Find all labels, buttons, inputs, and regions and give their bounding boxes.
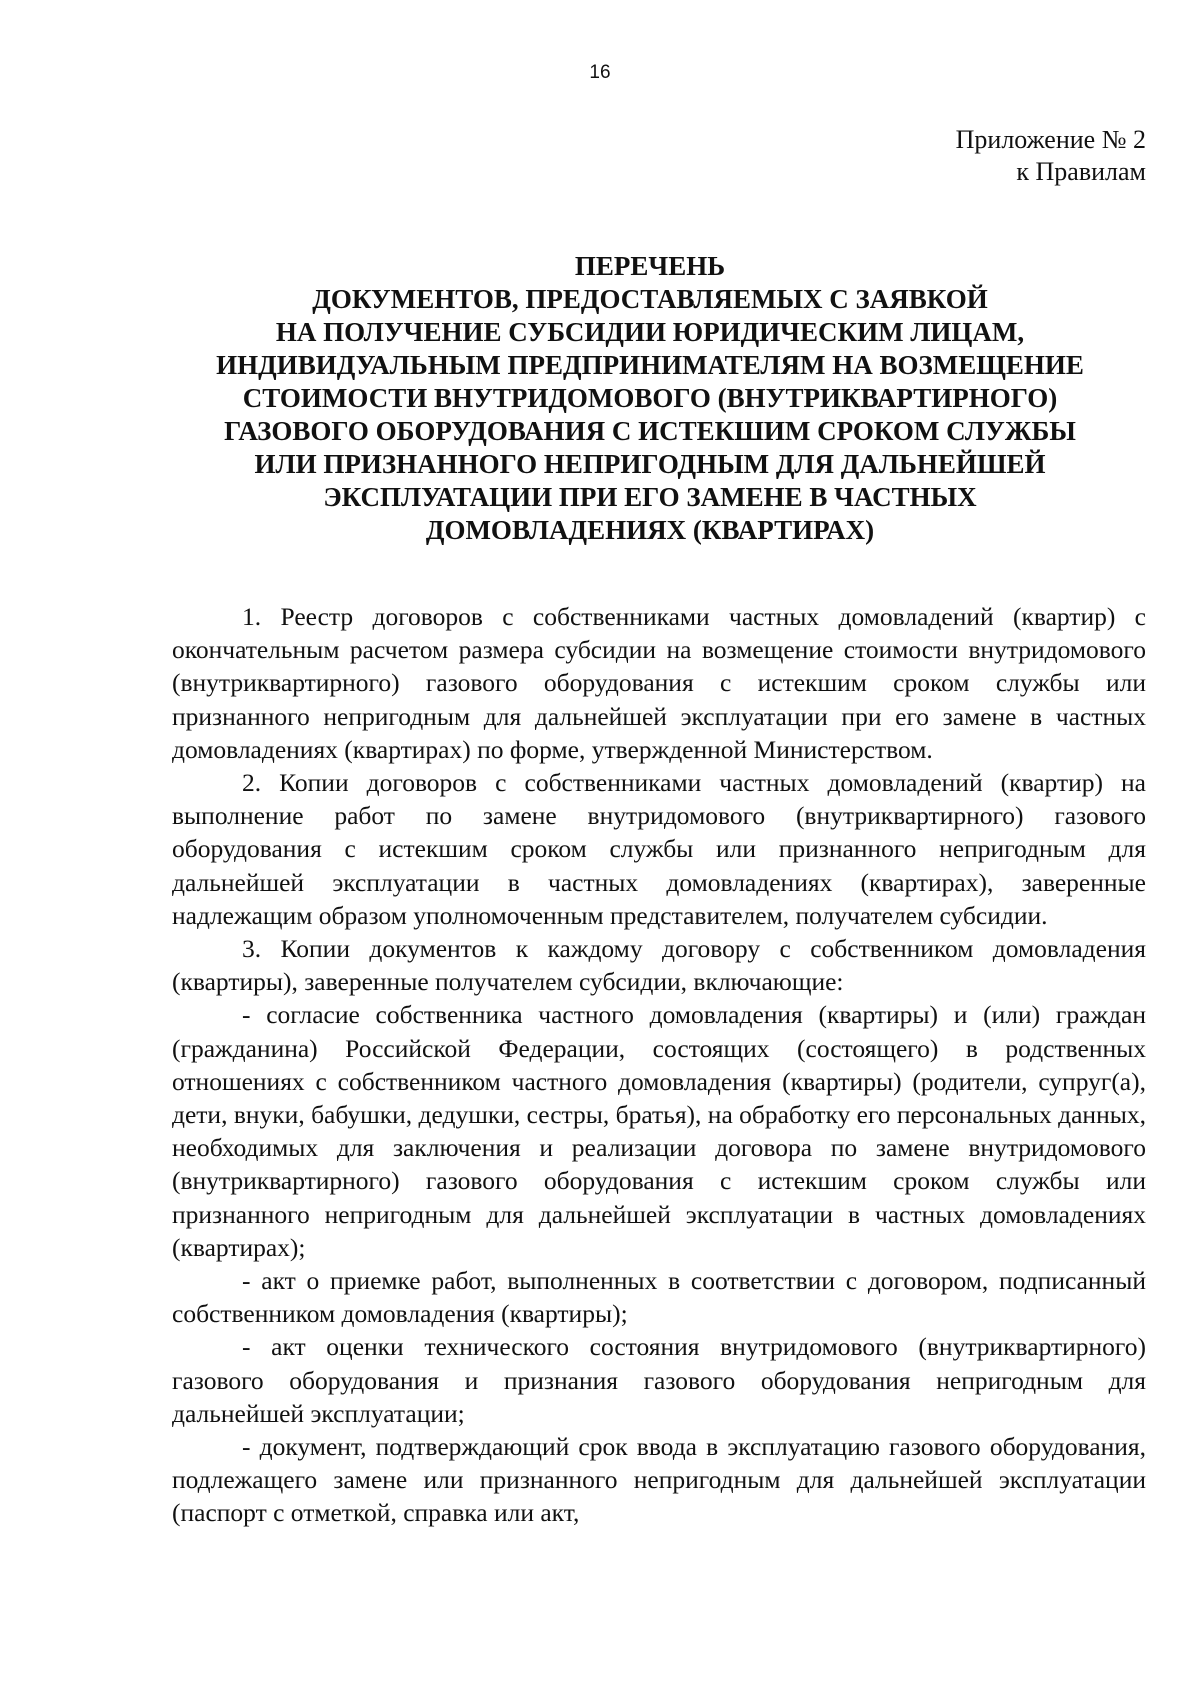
appendix-number: Приложение № 2 — [955, 125, 1146, 154]
list-item-commissioning-document: - документ, подтверждающий срок ввода в эксплуатацию газового оборудования, подлежащего замене или признанного непригодным для дальнейшей эксплуатации (паспорт с отметкой, справка или акт, — [172, 1432, 1146, 1528]
document-body — [172, 600, 1146, 1530]
title-line: ДОМОВЛАДЕНИЯХ (КВАРТИРАХ) — [425, 515, 875, 545]
appendix-reference: к Правилам — [1016, 157, 1146, 186]
title-line: ПЕРЕЧЕНЬ — [574, 251, 726, 281]
paragraph-2: 2. Копии договоров с собственниками частных домовладений (квартир) на выполнение работ по замене внутридомового (внутриквартирного) газового оборудования с истекшим сроком службы или признанного непригодным для дальнейшей эксплуатации в частных домовладениях (квартирах), заверенные надлежащим образом уполномоченным представителем, получателем субсидии. — [172, 768, 1146, 930]
title-line: ГАЗОВОГО ОБОРУДОВАНИЯ С ИСТЕКШИМ СРОКОМ СЛУЖБЫ — [224, 416, 1076, 446]
list-item-assessment-act: - акт оценки технического состояния внутридомового (внутриквартирного) газового оборудования и признания газового оборудования непригодным для дальнейшей эксплуатации; — [172, 1332, 1146, 1428]
title-line: ИЛИ ПРИЗНАННОГО НЕПРИГОДНЫМ ДЛЯ ДАЛЬНЕЙШЕЙ — [254, 449, 1046, 479]
title-line: ДОКУМЕНТОВ, ПРЕДОСТАВЛЯЕМЫХ С ЗАЯВКОЙ — [312, 284, 988, 314]
title-line: ЭКСПЛУАТАЦИИ ПРИ ЕГО ЗАМЕНЕ В ЧАСТНЫХ — [323, 482, 977, 512]
page-number: 16 — [589, 62, 611, 83]
list-item-consent: - согласие собственника частного домовладения (квартиры) и (или) граждан (гражданина) Российской Федерации, состоящих (состоящего) в родственных отношениях с собственником частного домовладения (квартиры) (родители, супруг(а), дети, внуки, бабушки, дедушки, сестры, братья), на обработку его персональных данных, необходимых для заключения и реализации договора по замене внутридомового (внутриквартирного) газового оборудования с истекшим сроком службы или признанного непригодным для дальнейшей эксплуатации в частных домовладениях (квартирах); — [172, 1000, 1146, 1262]
title-line: ИНДИВИДУАЛЬНЫМ ПРЕДПРИНИМАТЕЛЯМ НА ВОЗМЕЩЕНИЕ — [216, 350, 1084, 380]
paragraph-1: 1. Реестр договоров с собственниками частных домовладений (квартир) с окончательным расчетом размера субсидии на возмещение стоимости внутридомового (внутриквартирного) газового оборудования с истекшим сроком службы или признанного непригодным для дальнейшей эксплуатации при его замене в частных домовладениях (квартирах) по форме, утвержденной Министерством. — [172, 602, 1146, 764]
document-title — [150, 250, 1150, 547]
paragraph-3: 3. Копии документов к каждому договору с собственником домовладения (квартиры), заверенные получателем субсидии, включающие: — [172, 934, 1146, 997]
list-item-acceptance-act: - акт о приемке работ, выполненных в соответствии с договором, подписанный собственником домовладения (квартиры); — [172, 1266, 1146, 1329]
title-line: СТОИМОСТИ ВНУТРИДОМОВОГО (ВНУТРИКВАРТИРНОГО) — [242, 383, 1058, 413]
appendix-note — [956, 124, 1146, 188]
title-line: НА ПОЛУЧЕНИЕ СУБСИДИИ ЮРИДИЧЕСКИМ ЛИЦАМ, — [275, 317, 1025, 347]
